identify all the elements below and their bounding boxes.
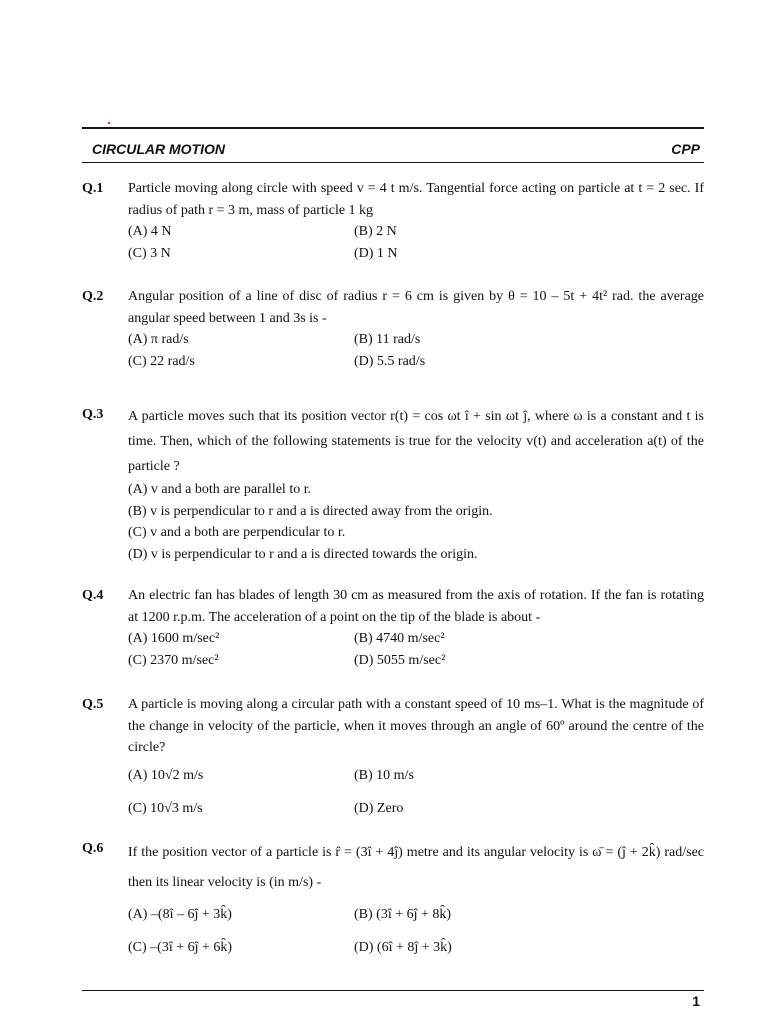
option-a: (A) 1600 m/sec² [128, 631, 220, 647]
option-d: (D) 5.5 rad/s [354, 354, 426, 370]
page-number: 1 [692, 993, 700, 1009]
question-number: Q.5 [82, 697, 104, 712]
option-c: (C) v and a both are perpendicular to r. [128, 525, 346, 541]
question-text: If the position vector of a particle is r̂ = (3î + 4ĵ) metre and its angular velocity is ω̄ = (ĵ + 2k̂) rad/sec then its linear velocity is (in m/s) - [128, 845, 704, 890]
question-1 [82, 178, 704, 265]
question-4 [82, 585, 704, 672]
question-text: A particle moves such that its position vector r(t) = cos ωt î + sin ωt ĵ, where ω is a constant and t is time. Then, which of the following statements is true for the velocity v(t) and acceleration a(t) of the particle ? [128, 409, 704, 474]
question-number: Q.3 [82, 407, 104, 422]
option-c: (C) 22 rad/s [128, 354, 195, 370]
options [128, 628, 704, 671]
question-number: Q.1 [82, 181, 104, 196]
option-a: (A) 10√2 m/s [128, 768, 204, 784]
options [128, 479, 704, 566]
question-2 [82, 286, 704, 373]
sheet-code: CPP [671, 141, 700, 157]
option-d: (D) (6î + 8ĵ + 3k̂) [354, 940, 452, 955]
option-a: (A) 4 N [128, 224, 172, 240]
option-c: (C) 2370 m/sec² [128, 653, 219, 669]
question-5 [82, 694, 704, 831]
question-number: Q.2 [82, 289, 104, 304]
option-c: (C) –(3î + 6ĵ + 6k̂) [128, 940, 233, 955]
options [128, 765, 704, 831]
question-number: Q.4 [82, 588, 104, 603]
option-c: (C) 10√3 m/s [128, 801, 203, 817]
question-text: A particle is moving along a circular path with a constant speed of 10 ms–1. What is the magnitude of the change in velocity of the particle, when it moves through an angle of 60º around the centre of the circle? [128, 697, 704, 756]
option-d: (D) 1 N [354, 246, 398, 262]
option-b: (B) 11 rad/s [354, 332, 421, 348]
question-text: Angular position of a line of disc of radius r = 6 cm is given by θ = 10 – 5t + 4t² rad. the average angular speed between 1 and 3s is - [128, 289, 704, 326]
option-c: (C) 3 N [128, 246, 171, 262]
question-3 [82, 404, 704, 566]
page-header [92, 139, 700, 159]
option-b: (B) (3î + 6ĵ + 8k̂) [354, 907, 452, 922]
chapter-title: CIRCULAR MOTION [92, 141, 225, 157]
question-6 [82, 838, 704, 970]
options [128, 329, 704, 372]
footer-rule [82, 990, 704, 991]
options [128, 904, 704, 970]
option-b: (B) 4740 m/sec² [354, 631, 445, 647]
top-rule [82, 127, 704, 129]
question-text: Particle moving along circle with speed v = 4 t m/s. Tangential force acting on particle at t = 2 sec. If radius of path r = 3 m, mass of particle 1 kg [128, 181, 704, 218]
options [128, 221, 704, 264]
question-number: Q.6 [82, 841, 104, 856]
option-d: (D) Zero [354, 801, 404, 817]
option-b: (B) 2 N [354, 224, 397, 240]
option-a: (A) –(8î – 6ĵ + 3k̂) [128, 907, 232, 922]
option-a: (A) π rad/s [128, 332, 189, 348]
option-d: (D) v is perpendicular to r and a is directed towards the origin. [128, 547, 478, 563]
option-b: (B) 10 m/s [354, 768, 414, 784]
question-text: An electric fan has blades of length 30 cm as measured from the axis of rotation. If the fan is rotating at 1200 r.p.m. The acceleration of a point on the tip of the blade is about - [128, 588, 704, 625]
header-rule [82, 162, 704, 163]
stray-mark [108, 122, 110, 124]
option-b: (B) v is perpendicular to r and a is directed away from the origin. [128, 503, 493, 519]
option-d: (D) 5055 m/sec² [354, 653, 446, 669]
option-a: (A) v and a both are parallel to r. [128, 482, 312, 497]
